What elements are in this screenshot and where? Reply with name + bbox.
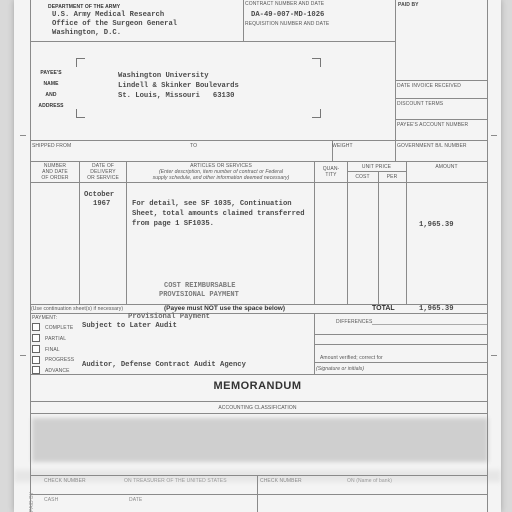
service-date-year: 1967	[93, 200, 111, 208]
payee-line-1: Washington University	[118, 72, 209, 80]
gbl-label: GOVERNMENT B/L NUMBER	[397, 143, 467, 149]
amount-verified-label: Amount verified; correct for	[320, 355, 383, 361]
agency-line-1: U.S. Army Medical Research	[52, 11, 165, 19]
checkbox-final[interactable]	[32, 345, 40, 353]
line-amount: 1,965.39	[419, 221, 454, 229]
differences-label: DIFFERENCES	[336, 319, 373, 325]
cash-label: CASH	[44, 497, 59, 503]
checkbox-partial[interactable]	[32, 334, 40, 342]
redacted-area	[32, 418, 488, 462]
col-per: PER	[386, 174, 398, 180]
checkbox-advance[interactable]	[32, 366, 40, 374]
stamp-provisional-payment: PROVISIONAL PAYMENT	[159, 291, 239, 299]
col-amount: AMOUNT	[435, 164, 458, 170]
weight-label: WEIGHT	[332, 143, 353, 149]
on-bank-label: ON (Name of bank)	[347, 478, 393, 484]
date-label: DATE	[129, 497, 143, 503]
option-final: FINAL	[45, 347, 60, 353]
treasurer-label: ON TREASURER OF THE UNITED STATES	[124, 478, 227, 484]
voucher-form	[14, 0, 501, 512]
contract-label: CONTRACT NUMBER AND DATE	[245, 1, 325, 7]
paid-by-side-label: PAID BY	[29, 491, 35, 512]
payee-note: (Payee must NOT use the space below)	[164, 305, 286, 312]
total-label: TOTAL	[372, 305, 395, 312]
checkbox-progress[interactable]	[32, 356, 40, 364]
accounting-classification: ACCOUNTING CLASSIFICATION	[218, 405, 297, 411]
shipped-from-label: SHIPPED FROM	[32, 143, 72, 149]
to-label: TO	[190, 143, 198, 149]
option-complete: COMPLETE	[45, 325, 74, 331]
check-number-label: CHECK NUMBER	[44, 478, 86, 484]
description-line-2: Sheet, total amounts claimed transferred	[132, 210, 305, 218]
payee-label: PAYEE'S NAME AND ADDRESS	[38, 70, 64, 109]
col-number-date: NUMBER AND DATE OF ORDER	[41, 163, 69, 181]
col-quantity: QUAN- TITY	[322, 166, 340, 178]
provisional-line-2: Subject to Later Audit	[82, 322, 177, 330]
account-label: PAYEE'S ACCOUNT NUMBER	[397, 122, 469, 128]
memorandum-title: MEMORANDUM	[213, 380, 302, 392]
description-line-1: For detail, see SF 1035, Continuation	[132, 200, 292, 208]
col-unit-price: UNIT PRICE	[361, 164, 392, 170]
agency-line-3: Washington, D.C.	[52, 29, 122, 37]
checkbox-complete[interactable]	[32, 323, 40, 331]
paid-by-label: PAID BY	[398, 2, 419, 8]
total-amount: 1,965.39	[419, 305, 454, 313]
option-advance: ADVANCE	[45, 368, 70, 374]
signature-label: (Signature or initials)	[316, 366, 365, 372]
continuation-note: (Use continuation sheet(s) if necessary)	[31, 306, 124, 312]
provisional-line-1: Provisional Payment	[128, 313, 210, 321]
payee-line-3: St. Louis, Missouri 63130	[118, 92, 235, 100]
service-date-month: October	[84, 191, 115, 199]
requisition-label: REQUISITION NUMBER AND DATE	[245, 21, 330, 27]
check-number-label-2: CHECK NUMBER	[260, 478, 302, 484]
stamp-cost-reimbursable: COST REIMBURSABLE	[164, 282, 236, 290]
contract-number: DA-49-007-MD-1026	[251, 11, 325, 19]
col-cost: COST	[355, 174, 370, 180]
col-articles: ARTICLES OR SERVICES (Enter description, item number of contract or Federal supply schedule, and other information deemed necessary)	[152, 163, 290, 181]
col-date-delivery: DATE OF DELIVERY OR SERVICE	[87, 163, 119, 181]
date-invoice-label: DATE INVOICE RECEIVED	[397, 83, 461, 89]
payment-label: PAYMENT:	[32, 315, 58, 321]
dept-label: DEPARTMENT OF THE ARMY	[48, 4, 121, 10]
payee-line-2: Lindell & Skinker Boulevards	[118, 82, 239, 90]
description-line-3: from page 1 SF1035.	[132, 220, 214, 228]
discount-label: DISCOUNT TERMS	[397, 101, 444, 107]
option-progress: PROGRESS	[45, 357, 75, 363]
agency-line-2: Office of the Surgeon General	[52, 20, 178, 28]
auditor-line: Auditor, Defense Contract Audit Agency	[82, 361, 246, 369]
option-partial: PARTIAL	[45, 336, 67, 342]
